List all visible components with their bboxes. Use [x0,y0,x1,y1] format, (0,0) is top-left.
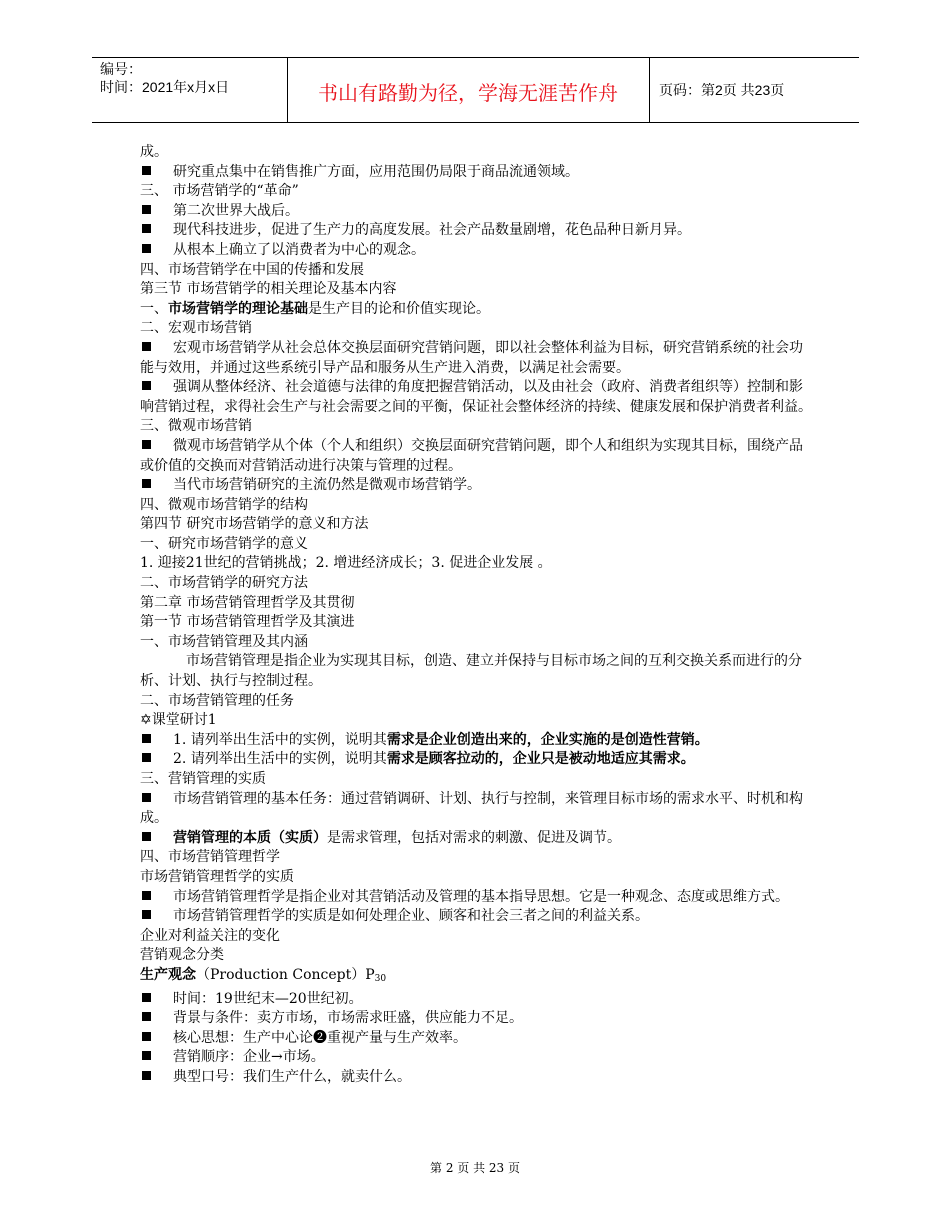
square-bullet-icon [142,891,151,900]
square-bullet-icon [142,910,151,919]
section-heading: 四、微观市场营销学的结构 [140,496,308,513]
text-line: 成。 [140,144,168,160]
square-bullet-icon [142,993,151,1002]
text-line: 生产观念（Production $Concept)P_{30}$ [140,966,387,984]
square-bullet-icon [142,342,151,351]
doc-number: 编号： [100,61,142,77]
doc-time: 时间：2021年x月x日 [100,79,230,95]
paragraph: 市场营销管理是指企业为实现其目标，创造、建立并保持与目标市场之间的互利交换关系而进行的分析、计划、执行与控制过程。 [140,653,802,690]
text-line: 市场营销管理哲学的实质 [140,868,294,885]
section-heading: 四、市场营销学在中国的传播和发展 [140,261,364,278]
square-bullet-icon [142,381,151,390]
square-bullet-icon [142,479,151,488]
bullet-item: 营销顺序：企业→市场。 [140,1048,812,1068]
section-heading: 二、宏观市场营销 [140,320,252,337]
text-line: 企业对利益关注的变化 [140,927,280,944]
square-bullet-icon [142,832,151,841]
bullet-item: 宏观市场营销学从社会总体交换层面研究营销问题，即以社会整体利益为目标，研究营销系统的社会功能与效用，并通过这些系统引导产品和服务从生产进入消费，以满足社会需要。 [140,339,803,376]
bullet-item: 市场营销管理哲学的实质是如何处理企业、顾客和社会三者之间的利益关系。 [140,907,812,927]
bullet-item: 2. 请列举出生活中的实例，说明其需求是顾客拉动的，企业只是被动地适应其需求。 [140,750,812,770]
bullet-item: 核心思想：生产中心论➋重视产量与生产效率。 [140,1029,812,1049]
text-line: 1. 迎接21世纪的营销挑战；2. 增进经济成长；3. 促进企业发展 。 [140,555,552,572]
header-meta [100,60,229,96]
square-bullet-icon [142,1012,151,1021]
chapter-heading: 第二章 市场营销管理哲学及其贯彻 [140,594,355,611]
bullet-item: 时间：19世纪末—20世纪初。 [140,990,812,1010]
header-top-rule [92,57,859,58]
text-line: 营销观念分类 [140,947,224,964]
square-bullet-icon [142,1071,151,1080]
square-bullet-icon [142,1051,151,1060]
footer-page-number: 第 2 页 共 23 页 [430,1161,520,1175]
square-bullet-icon [142,166,151,175]
bullet-item: 背景与条件：卖方市场，市场需求旺盛，供应能力不足。 [140,1009,812,1029]
header-divider-right [649,57,650,122]
section-heading: 第三节 市场营销学的相关理论及基本内容 [140,281,397,298]
bullet-item: 微观市场营销学从个体（个人和组织）交换层面研究营销问题，即个人和组织为实现其目标，围绕产品或价值的交换而对营销活动进行决策与管理的过程。 [140,437,803,474]
bullet-item: 市场营销管理的基本任务：通过营销调研、计划、执行与控制，来管理目标市场的需求水平、时机和构成。 [140,790,803,827]
bullet-item: 现代科技进步，促进了生产力的高度发展。社会产品数量剧增，花色品种日新月异。 [140,221,812,241]
square-bullet-icon [142,1032,151,1041]
bullet-item: 营销管理的本质（实质）是需求管理，包括对需求的刺激、促进及调节。 [140,829,812,849]
square-bullet-icon [142,440,151,449]
section-heading: 第一节 市场营销管理哲学及其演进 [140,614,355,631]
section-heading: 四、市场营销管理哲学 [140,849,280,866]
header-motto: 书山有路勤为径，学海无涯苦作舟 [318,81,618,105]
header-bottom-rule [92,122,859,123]
section-heading: 二、市场营销学的研究方法 [140,575,308,592]
section-heading: 一、市场营销管理及其内涵 [140,633,308,650]
header-page-number: 页码：第2页 共23页 [659,82,785,98]
section-heading: 第四节 研究市场营销学的意义和方法 [140,516,369,533]
bullet-item: 典型口号：我们生产什么，就卖什么。 [140,1068,812,1088]
section-heading: 一、市场营销学的理论基础是生产目的论和价值实现论。 [140,300,490,317]
bullet-item: 当代市场营销研究的主流仍然是微观市场营销学。 [140,476,812,496]
square-bullet-icon [142,753,151,762]
bullet-item: 研究重点集中在销售推广方面，应用范围仍局限于商品流通领域。 [140,163,812,183]
square-bullet-icon [142,205,151,214]
bullet-item: 第二次世界大战后。 [140,202,812,222]
square-bullet-icon [142,793,151,802]
square-bullet-icon [142,224,151,233]
square-bullet-icon [142,734,151,743]
bullet-item: 市场营销管理哲学是指企业对其营销活动及管理的基本指导思想。它是一种观念、态度或思维方式。 [140,888,812,908]
section-heading: 二、市场营销管理的任务 [140,692,294,709]
section-heading: 三、微观市场营销 [140,418,252,435]
text-line: ✡课堂研讨1 [140,712,217,729]
document-body [140,143,812,1088]
bullet-item: 从根本上确立了以消费者为中心的观念。 [140,241,812,261]
section-heading: 三、营销管理的实质 [140,771,266,787]
bullet-item: 1. 请列举出生活中的实例，说明其需求是企业创造出来的，企业实施的是创造性营销。 [140,731,812,751]
bullet-item: 强调从整体经济、社会道德与法律的角度把握营销活动，以及由社会（政府、消费者组织等）控制和影响营销过程，求得社会生产与社会需要之间的平衡，保证社会整体经济的持续、健康发展和保护消费者利益。 [140,379,812,415]
section-heading: 一、研究市场营销学的意义 [140,535,308,552]
section-heading: 三、 市场营销学的“革命” [140,183,299,200]
square-bullet-icon [142,244,151,253]
